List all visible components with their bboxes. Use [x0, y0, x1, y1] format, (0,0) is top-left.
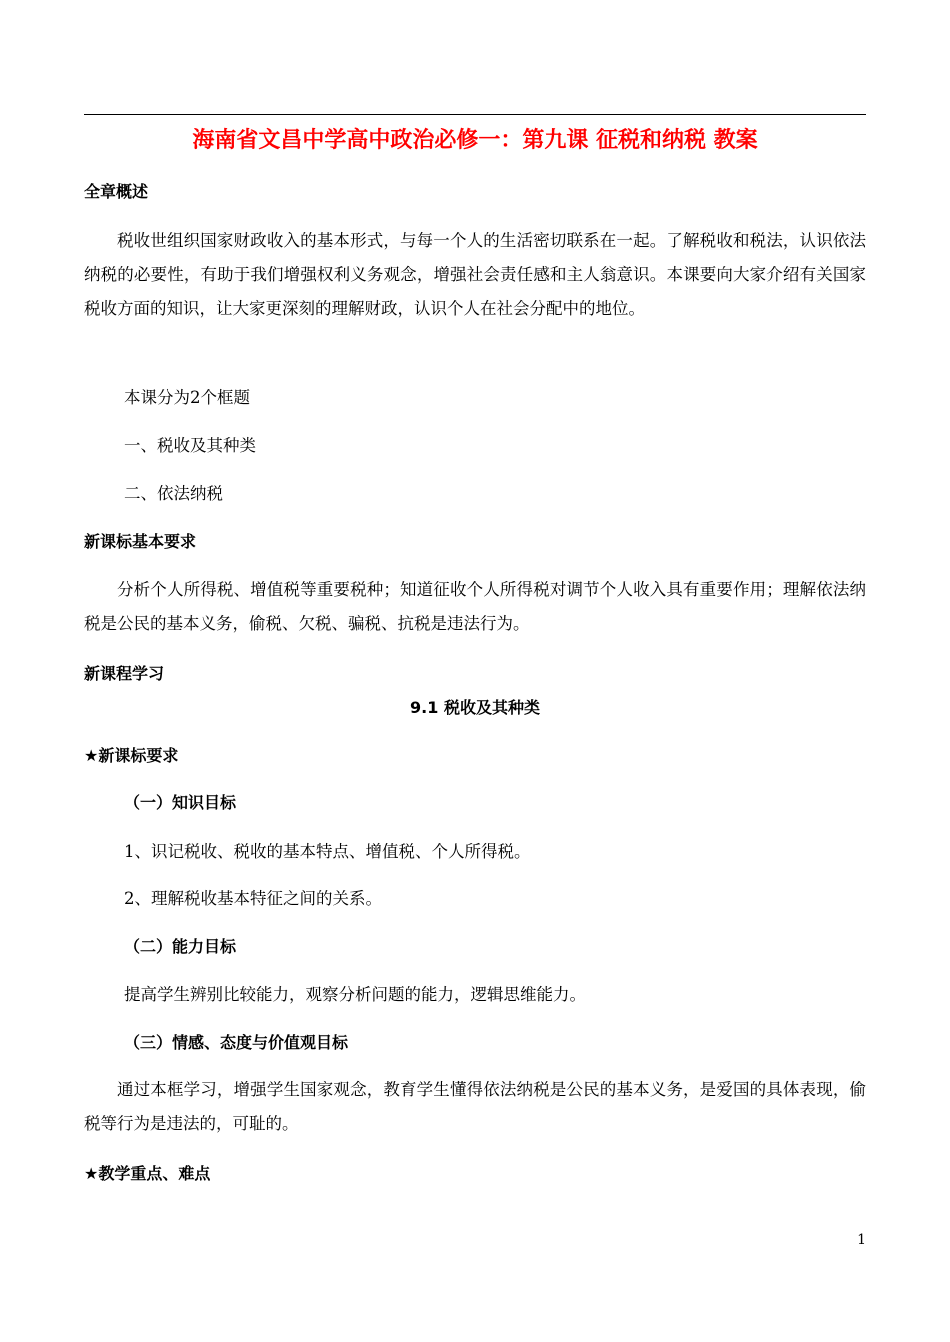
key-points-heading: ★教学重点、难点 [84, 1164, 211, 1183]
header-rule [84, 114, 866, 115]
knowledge-heading: （一）知识目标 [124, 793, 237, 812]
ability-heading: （二）能力目标 [124, 937, 237, 956]
document-title: 海南省文昌中学高中政治必修一：第九课 征税和纳税 教案 [192, 128, 758, 153]
knowledge-item-1: 1、识记税收、税收的基本特点、增值税、个人所得税。 [124, 842, 531, 861]
standard-heading: 新课标基本要求 [84, 532, 197, 551]
ability-text: 提高学生辨别比较能力，观察分析问题的能力，逻辑思维能力。 [124, 985, 586, 1004]
knowledge-item-2: 2、理解税收基本特征之间的关系。 [124, 889, 382, 908]
section-title: 9.1 税收及其种类 [410, 698, 540, 717]
requirement-heading: ★新课标要求 [84, 746, 179, 765]
overview-paragraph: 税收世组织国家财政收入的基本形式，与每一个人的生活密切联系在一起。了解税收和税法，认识依法纳税的必要性，有助于我们增强权利义务观念，增强社会责任感和主人翁意识。本课要向大家介绍有关国家税收方面的知识，让大家更深刻的理解财政，认识个人在社会分配中的地位。 [84, 231, 866, 318]
new-course-heading: 新课程学习 [84, 664, 165, 683]
frame-item-1: 一、税收及其种类 [124, 436, 256, 455]
emotion-paragraph: 通过本框学习，增强学生国家观念，教育学生懂得依法纳税是公民的基本义务，是爱国的具体表现，偷税等行为是违法的，可耻的。 [84, 1080, 866, 1133]
standard-paragraph: 分析个人所得税、增值税等重要税种；知道征收个人所得税对调节个人收入具有重要作用；理解依法纳税是公民的基本义务，偷税、欠税、骗税、抗税是违法行为。 [84, 580, 866, 633]
page-number: 1 [857, 1232, 866, 1248]
overview-heading: 全章概述 [84, 182, 149, 201]
frame-intro: 本课分为2个框题 [124, 388, 250, 407]
frame-item-2: 二、依法纳税 [124, 484, 223, 503]
emotion-heading: （三）情感、态度与价值观目标 [124, 1033, 349, 1052]
